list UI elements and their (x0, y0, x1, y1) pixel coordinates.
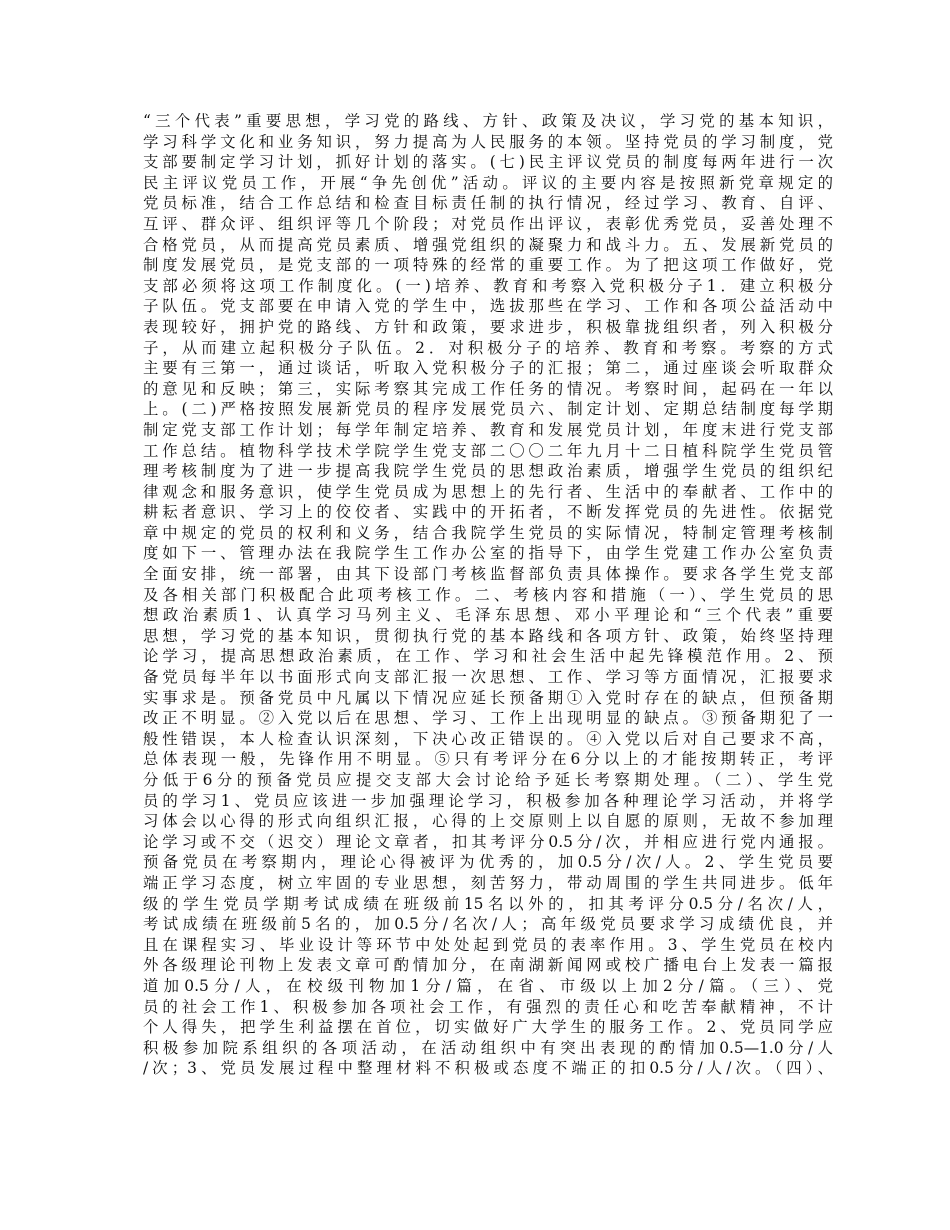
text-line: 度如下一、管理办法在我院学生工作办公室的指导下，由学生党建工作办公室负责 (143, 544, 833, 563)
text-line: 主要有三第一，通过谈话，听取入党积极分子的汇报；第二，通过座谈会听取群众 (143, 359, 833, 378)
text-line: 总体表现一般，先锋作用不明显。⑤只有考评分在6分以上的才能按期转正，考评 (143, 750, 833, 769)
text-line: 员的社会工作1、积极参加各项社会工作，有强烈的责任心和吃苦奉献精神，不计 (143, 997, 833, 1016)
text-line: /次；3、党员发展过程中整理材料不积极或态度不端正的扣0.5分/人/次。（四）、 (143, 1059, 833, 1078)
text-line: 制定党支部工作计划；每学年制定培养、教育和发展党员计划，年度末进行党支部 (143, 420, 833, 439)
text-line: 的意见和反映；第三，实际考察其完成工作任务的情况。考察时间，起码在一年以 (143, 379, 833, 398)
text-line: 表现较好，拥护党的路线、方针和政策，要求进步，积极靠拢组织者，列入积极分 (143, 317, 833, 336)
text-line: 工作总结。植物科学技术学院学生党支部二〇〇二年九月十二日植科院学生党员管 (143, 441, 833, 460)
text-line: 章中规定的党员的权利和义务，结合我院学生党员的实际情况，特制定管理考核制 (143, 523, 833, 542)
text-line: 改正不明显。②入党以后在思想、学习、工作上出现明显的缺点。③预备期犯了一 (143, 709, 833, 728)
text-line: 论学习或不交（迟交）理论文章者，扣其考评分0.5分/次，并相应进行党内通报。 (143, 832, 833, 851)
text-line: 律观念和服务意识，使学生党员成为思想上的先行者、生活中的奉献者、工作中的 (143, 482, 833, 501)
text-line: 考试成绩在班级前5名的，加0.5分/名次/人；高年级党员要求学习成绩优良，并 (143, 915, 833, 934)
text-line: 个人得失，把学生利益摆在首位，切实做好广大学生的服务工作。2、党员同学应 (143, 1018, 833, 1037)
text-line: 般性错误，本人检查认识深刻，下决心改正错误的。④入党以后对自己要求不高， (143, 729, 833, 748)
text-line: 且在课程实习、毕业设计等环节中处处起到党员的表率作用。3、学生党员在校内 (143, 935, 833, 954)
text-line: 分低于6分的预备党员应提交支部大会讨论给予延长考察期处理。（二）、学生党 (143, 771, 833, 789)
text-line: 预备党员在考察期内，理论心得被评为优秀的，加0.5分/次/人。2、学生党员要 (143, 853, 833, 872)
text-line: 支部要制定学习计划，抓好计划的落实。(七)民主评议党员的制度每两年进行一次 (143, 153, 833, 172)
text-line: 级的学生党员学期考试成绩在班级前15名以外的，扣其考评分0.5分/名次/人， (143, 894, 833, 913)
text-line: 论学习，提高思想政治素质，在工作、学习和社会生活中起先锋模范作用。2、预 (143, 647, 833, 666)
text-line: 制度发展党员，是党支部的一项特殊的经常的重要工作。为了把这项工作做好，党 (143, 256, 833, 275)
text-line: 实事求是。预备党员中凡属以下情况应延长预备期①入党时存在的缺点，但预备期 (143, 688, 833, 707)
text-line: 道加0.5分/人，在校级刊物加1分/篇，在省、市级以上加2分/篇。（三）、党 (143, 976, 833, 995)
text-line: 子，从而建立起积极分子队伍。2．对积极分子的培养、教育和考察。考察的方式 (143, 338, 833, 357)
text-line: “三个代表”重要思想，学习党的路线、方针、政策及决议，学习党的基本知识， (143, 112, 833, 130)
text-line: 理考核制度为了进一步提高我院学生党员的思想政治素质，增强学生党员的组织纪 (143, 462, 833, 481)
text-line: 及各相关部门积极配合此项考核工作。二、考核内容和措施（一）、学生党员的思 (143, 585, 833, 604)
text-line: 党员标准，结合工作总结和检查目标责任制的执行情况，经过学习、教育、自评、 (143, 194, 833, 213)
text-line: 员的学习1、党员应该进一步加强理论学习，积极参加各种理论学习活动，并将学 (143, 791, 833, 810)
text-line: 外各级理论刊物上发表文章可酌情加分，在南湖新闻网或校广播电台上发表一篇报 (143, 956, 833, 975)
text-line: 备党员每半年以书面形式向支部汇报一次思想、工作、学习等方面情况，汇报要求 (143, 668, 833, 687)
text-line: 学习科学文化和业务知识，努力提高为人民服务的本领。坚持党员的学习制度，党 (143, 132, 833, 151)
text-line: 思想，学习党的基本知识，贯彻执行党的基本路线和各项方针、政策，始终坚持理 (143, 626, 833, 645)
text-line: 想政治素质1、认真学习马列主义、毛泽东思想、邓小平理论和“三个代表”重要 (143, 606, 833, 625)
text-line: 全面安排，统一部署，由其下设部门考核监督部负责具体操作。要求各学生党支部 (143, 565, 833, 584)
text-line: 上。(二)严格按照发展新党员的程序发展党员六、制定计划、定期总结制度每学期 (143, 400, 833, 419)
text-line: 民主评议党员工作，开展“争先创优”活动。评议的主要内容是按照新党章规定的 (143, 173, 833, 192)
text-line: 端正学习态度，树立牢固的专业思想，刻苦努力，带动周围的学生共同进步。低年 (143, 873, 833, 892)
text-line: 耕耘者意识、学习上的佼佼者、实践中的开拓者，不断发挥党员的先进性。依据党 (143, 503, 833, 522)
text-line: 习体会以心得的形式向组织汇报，心得的上交原则上以自愿的原则，无故不参加理 (143, 812, 833, 831)
body-text (143, 111, 833, 1079)
text-line: 互评、群众评、组织评等几个阶段；对党员作出评议，表彰优秀党员，妥善处理不 (143, 214, 833, 233)
text-line: 子队伍。党支部要在申请入党的学生中，选拔那些在学习、工作和各项公益活动中 (143, 297, 833, 316)
text-line: 支部必须将这项工作制度化。(一)培养、教育和考察入党积极分子1．建立积极分 (143, 276, 833, 295)
text-line: 合格党员，从而提高党员素质、增强党组织的凝聚力和战斗力。五、发展新党员的 (143, 235, 833, 254)
text-line: 积极参加院系组织的各项活动，在活动组织中有突出表现的酌情加0.5—1.0分/人 (143, 1038, 833, 1057)
